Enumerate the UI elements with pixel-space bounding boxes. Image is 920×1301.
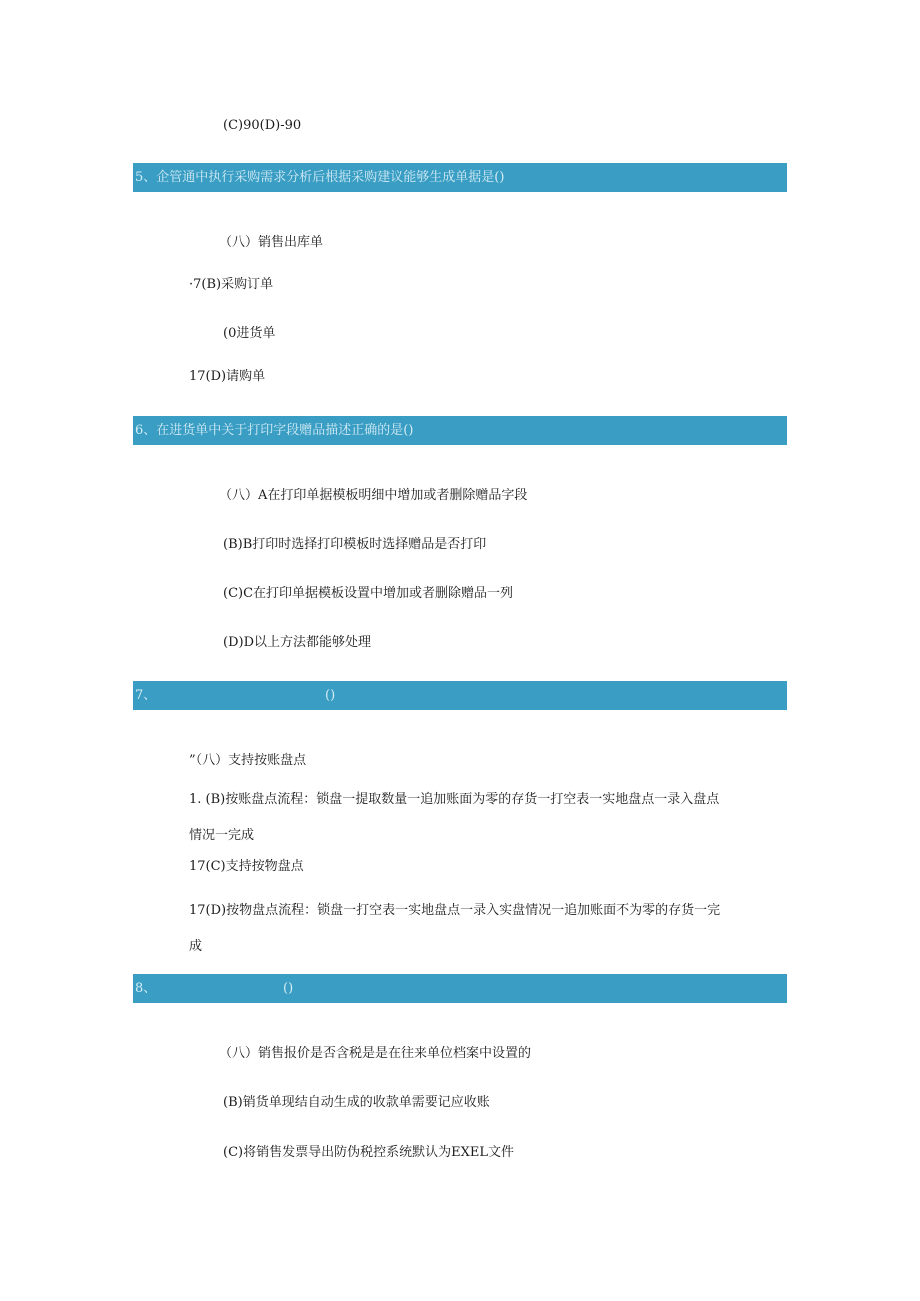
q5-option-d: 17(D)请购单: [189, 369, 266, 384]
q5-option-a: （八）销售出库单: [219, 235, 324, 250]
q6-option-d: (D)D以上方法都能够处理: [223, 635, 371, 650]
q6-option-c: (C)C在打印单据模板设置中增加或者删除赠品一列: [223, 586, 514, 601]
q8-option-c: (C)将销售发票导出防伪税控系统默认为EXEL文件: [223, 1145, 514, 1160]
question-8-paren: (): [283, 981, 294, 996]
question-8-header: [133, 974, 787, 1003]
question-6-header: [133, 416, 787, 445]
q6-option-b: (B)B打印时选择打印模板时选择赠品是否打印: [223, 537, 487, 552]
q5-option-b: ·7(B)采购订单: [189, 277, 274, 292]
q7-option-d-continued: 成: [189, 939, 203, 954]
question-5-title: 5、企管通中执行采购需求分析后根据采购建议能够生成单据是(): [135, 170, 505, 185]
q8-option-a: （八）销售报价是否含税是是在往来单位档案中设置的: [219, 1046, 532, 1061]
question-8-number: 8、: [135, 981, 157, 996]
q7-option-b: 1. (B)按账盘点流程：锁盘一提取数量一追加账面为零的存货一打空表一实地盘点一录入盘点: [189, 792, 720, 807]
question-7-paren: (): [325, 688, 336, 703]
q4-options-tail: (C)90(D)-90: [223, 118, 302, 133]
q8-option-b: (B)销货单现结自动生成的收款单需要记应收账: [223, 1095, 490, 1110]
q7-option-d: 17(D)按物盘点流程：锁盘一打空表一实地盘点一录入实盘情况一追加账面不为零的存货一完: [189, 903, 721, 918]
q7-option-a: ”（八）支持按账盘点: [189, 753, 307, 768]
question-7-number: 7、: [135, 688, 157, 703]
question-6-title: 6、在进货单中关于打印字段赠品描述正确的是(): [135, 423, 414, 438]
question-5-header: [133, 163, 787, 192]
q7-option-c: 17(C)支持按物盘点: [189, 859, 304, 874]
q6-option-a: （八）A在打印单据模板明细中增加或者删除赠品字段: [219, 488, 528, 503]
q5-option-c: (0进货单: [223, 326, 276, 341]
q7-option-b-continued: 情况一完成: [189, 828, 255, 843]
question-7-header: [133, 681, 787, 710]
